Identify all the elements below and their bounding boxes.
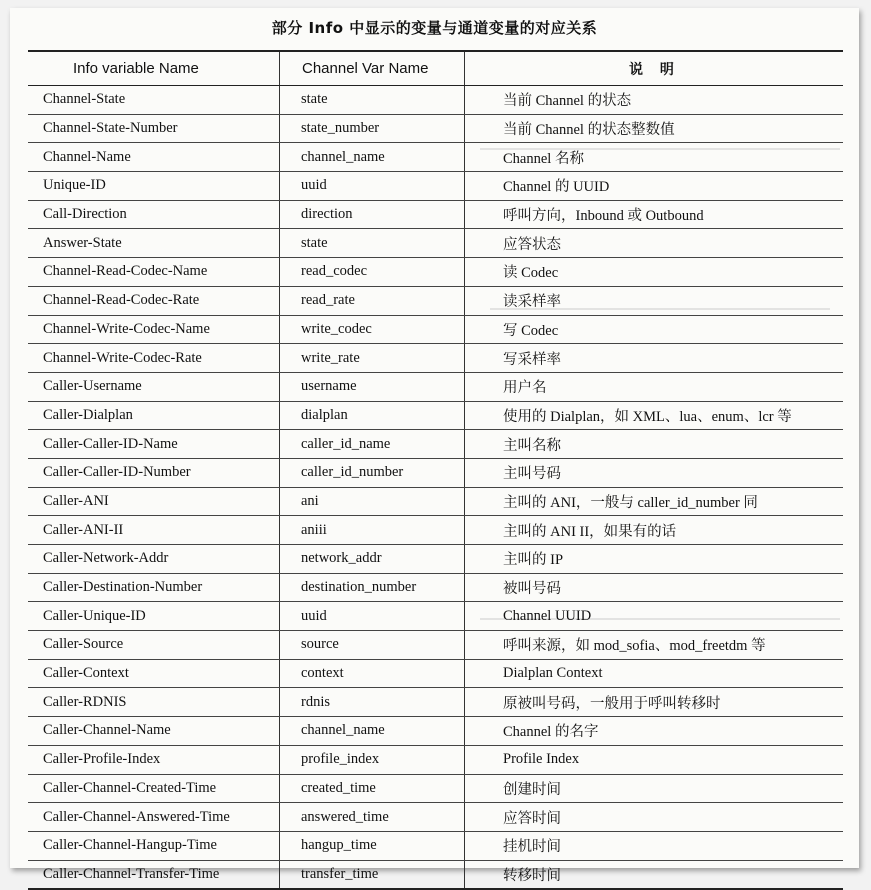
table-row <box>28 660 843 689</box>
channel-var-cell: direction <box>280 201 465 229</box>
description-cell: 原被叫号码，一般用于呼叫转移时 <box>503 695 721 712</box>
description-cell: Channel 的 UUID <box>503 179 610 196</box>
description-cell: 创建时间 <box>503 781 561 798</box>
info-variable-cell: Caller-Username <box>28 373 280 401</box>
channel-var-cell: rdnis <box>280 688 465 716</box>
table-row <box>28 574 843 603</box>
table-row <box>28 488 843 517</box>
scanned-page <box>10 8 859 884</box>
table-title: 部分 Info 中显示的变量与通道变量的对应关系 <box>271 19 598 37</box>
info-variable-cell: Caller-RDNIS <box>28 688 280 716</box>
channel-var-cell: caller_id_number <box>280 459 465 487</box>
info-variable-cell: Channel-Read-Codec-Name <box>28 258 280 286</box>
table-row <box>28 402 843 431</box>
description-cell: 主叫的 ANI II，如果有的话 <box>503 523 677 540</box>
info-variable-cell: Caller-Channel-Name <box>28 717 280 745</box>
channel-var-cell: profile_index <box>280 746 465 774</box>
table-row <box>28 516 843 545</box>
info-variable-cell: Caller-Caller-ID-Number <box>28 459 280 487</box>
description-cell: 挂机时间 <box>503 839 561 856</box>
table-row <box>28 229 843 258</box>
info-variable-cell: Answer-State <box>28 229 280 257</box>
header-channel-var-name: Channel Var Name <box>280 52 465 85</box>
info-variable-cell: Caller-Destination-Number <box>28 574 280 602</box>
info-variable-cell: Caller-Source <box>28 631 280 659</box>
description-cell: Channel UUID <box>503 607 592 624</box>
channel-var-cell: hangup_time <box>280 832 465 860</box>
table-row <box>28 316 843 345</box>
header-info-variable-name: Info variable Name <box>28 52 280 85</box>
channel-var-cell: write_codec <box>280 316 465 344</box>
table-row <box>28 688 843 717</box>
table-row <box>28 115 843 144</box>
table-row <box>28 143 843 172</box>
description-cell: Channel 名称 <box>503 150 584 167</box>
description-cell: 写 Codec <box>503 322 559 339</box>
info-variable-cell: Caller-Context <box>28 660 280 688</box>
description-cell: 当前 Channel 的状态 <box>503 93 632 110</box>
info-variable-cell: Caller-Channel-Created-Time <box>28 775 280 803</box>
description-cell: 使用的 Dialplan，如 XML、lua、enum、lcr 等 <box>503 408 792 425</box>
table-row <box>28 258 843 287</box>
channel-var-cell: network_addr <box>280 545 465 573</box>
table-row <box>28 861 843 889</box>
channel-var-cell: dialplan <box>280 402 465 430</box>
description-cell: 当前 Channel 的状态整数值 <box>503 122 675 139</box>
table-row <box>28 545 843 574</box>
channel-var-cell: channel_name <box>280 143 465 171</box>
info-variable-cell: Caller-Dialplan <box>28 402 280 430</box>
description-cell: 被叫号码 <box>503 581 561 598</box>
description-cell: 应答状态 <box>503 236 561 253</box>
channel-var-cell: destination_number <box>280 574 465 602</box>
description-cell: 应答时间 <box>503 810 561 827</box>
description-cell: 读 Codec <box>503 265 559 282</box>
description-cell: Dialplan Context <box>503 665 603 682</box>
info-variable-cell: Caller-Profile-Index <box>28 746 280 774</box>
table-row <box>28 746 843 775</box>
info-variable-cell: Caller-Caller-ID-Name <box>28 430 280 458</box>
channel-var-cell: read_rate <box>280 287 465 315</box>
description-cell: Profile Index <box>503 751 580 768</box>
description-cell: 呼叫方向，Inbound 或 Outbound <box>503 208 704 225</box>
table-row <box>28 459 843 488</box>
description-cell: 主叫名称 <box>503 437 561 454</box>
table-row <box>28 344 843 373</box>
table-row <box>28 373 843 402</box>
channel-var-cell: state <box>280 86 465 114</box>
description-cell: 主叫的 ANI，一般与 caller_id_number 同 <box>503 494 758 511</box>
info-variable-cell: Caller-Channel-Hangup-Time <box>28 832 280 860</box>
info-variable-cell: Channel-Name <box>28 143 280 171</box>
description-cell: 写采样率 <box>503 351 561 368</box>
table-row <box>28 717 843 746</box>
channel-var-cell: write_rate <box>280 344 465 372</box>
info-variable-cell: Caller-Channel-Transfer-Time <box>28 861 280 889</box>
table-row <box>28 803 843 832</box>
info-variable-cell: Caller-Unique-ID <box>28 602 280 630</box>
info-variable-cell: Caller-Channel-Answered-Time <box>28 803 280 831</box>
info-variable-cell: Channel-Read-Codec-Rate <box>28 287 280 315</box>
table-row <box>28 287 843 316</box>
channel-var-cell: ani <box>280 488 465 516</box>
table-row <box>28 86 843 115</box>
info-variable-cell: Channel-State <box>28 86 280 114</box>
info-variable-cell: Caller-ANI <box>28 488 280 516</box>
channel-var-cell: read_codec <box>280 258 465 286</box>
description-cell: 主叫的 IP <box>503 552 564 569</box>
channel-var-cell: created_time <box>280 775 465 803</box>
info-variable-cell: Caller-ANI-II <box>28 516 280 544</box>
table-row <box>28 832 843 861</box>
description-cell: 读采样率 <box>503 294 561 311</box>
channel-var-cell: state_number <box>280 115 465 143</box>
info-variable-cell: Call-Direction <box>28 201 280 229</box>
channel-var-cell: uuid <box>280 172 465 200</box>
description-cell: 呼叫来源，如 mod_sofia、mod_freetdm 等 <box>503 638 766 655</box>
channel-var-cell: uuid <box>280 602 465 630</box>
table-body <box>28 86 843 888</box>
info-variable-cell: Caller-Network-Addr <box>28 545 280 573</box>
description-cell: 主叫号码 <box>503 466 561 483</box>
channel-var-cell: context <box>280 660 465 688</box>
channel-var-cell: aniii <box>280 516 465 544</box>
info-variable-cell: Unique-ID <box>28 172 280 200</box>
table-row <box>28 201 843 230</box>
header-description: 说 明 <box>629 61 680 78</box>
table-row <box>28 631 843 660</box>
channel-var-cell: state <box>280 229 465 257</box>
table-row <box>28 775 843 804</box>
channel-var-cell: channel_name <box>280 717 465 745</box>
info-variable-cell: Channel-Write-Codec-Rate <box>28 344 280 372</box>
channel-var-cell: source <box>280 631 465 659</box>
table-header <box>28 52 843 86</box>
table-row <box>28 172 843 201</box>
info-variable-cell: Channel-State-Number <box>28 115 280 143</box>
description-cell: Channel 的名字 <box>503 724 599 741</box>
channel-var-cell: answered_time <box>280 803 465 831</box>
info-variable-cell: Channel-Write-Codec-Name <box>28 316 280 344</box>
channel-var-cell: username <box>280 373 465 401</box>
channel-var-cell: caller_id_name <box>280 430 465 458</box>
description-cell: 用户名 <box>503 380 547 397</box>
description-cell: 转移时间 <box>503 867 561 884</box>
table-row <box>28 602 843 631</box>
variable-mapping-table <box>28 50 843 890</box>
table-row <box>28 430 843 459</box>
channel-var-cell: transfer_time <box>280 861 465 889</box>
